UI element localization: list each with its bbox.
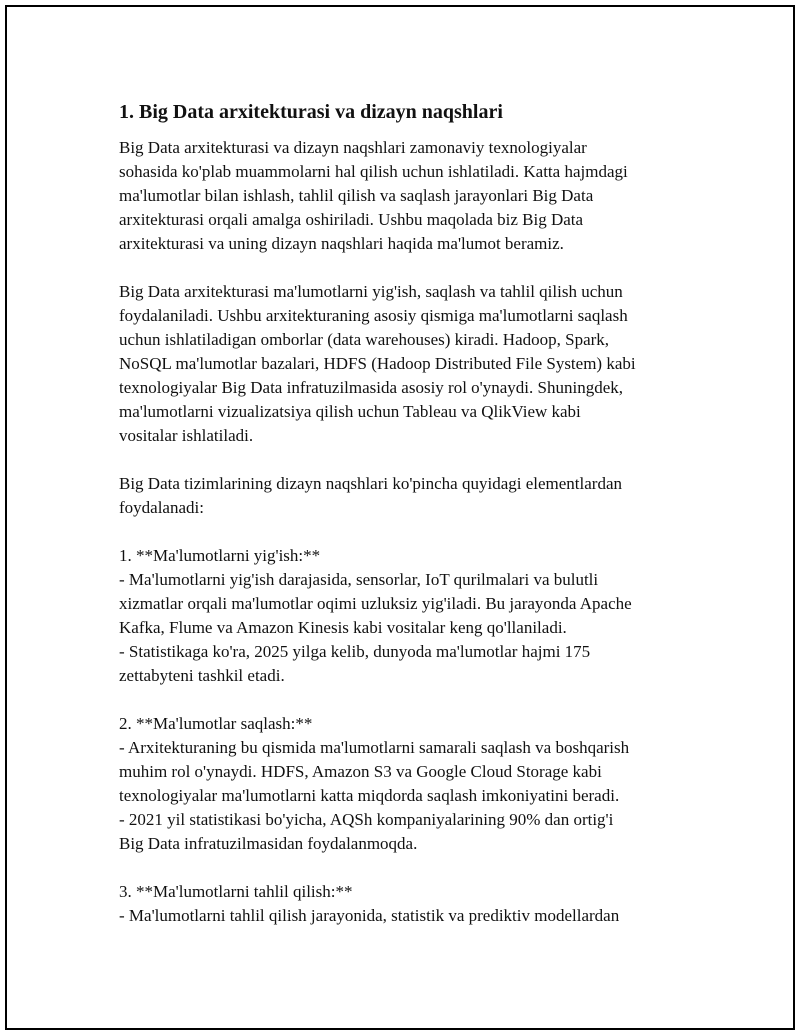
- document-body: [119, 99, 719, 952]
- list-item-data-storage: 2. **Ma'lumotlar saqlash:** - Arxitekturaning bu qismida ma'lumotlarni samarali saqlash va boshqarish muhim rol o'ynaydi. HDFS, Amazon S3 va Google Cloud Storage kabi texnologiyalar ma'lumotlarni katta miqdorda saqlash imkoniyatini beradi. - 2021 yil statistikasi bo'yicha, AQSh kompaniyalarining 90% dan ortig'i Big Data infratuzilmasidan foydalanmoqda.: [119, 714, 630, 853]
- paragraph-intro: Big Data arxitekturasi va dizayn naqshlari zamonaviy texnologiyalar sohasida ko'plab muammolarni hal qilish uchun ishlatiladi. Katta hajmdagi ma'lumotlar bilan ishlash, tahlil qilish va saqlash jarayonlari Big Data arxitekturasi orqali amalga oshiriladi. Ushbu maqolada biz Big Data arxitekturasi va uning dizayn naqshlari haqida ma'lumot beramiz.: [119, 138, 628, 253]
- list-item-data-collection: 1. **Ma'lumotlarni yig'ish:** - Ma'lumotlarni yig'ish darajasida, sensorlar, IoT qurilmalari va bulutli xizmatlar orqali ma'lumotlar oqimi uzluksiz yig'iladi. Bu jarayonda Apache Kafka, Flume va Amazon Kinesis kabi vositalar keng qo'llaniladi. - Statistikaga ko'ra, 2025 yilga kelib, dunyoda ma'lumotlar hajmi 175 zettabyteni tashkil etadi.: [119, 546, 632, 685]
- document-title: 1. Big Data arxitekturasi va dizayn naqshlari: [119, 101, 503, 123]
- document-page: [5, 5, 795, 1030]
- list-item-data-analysis: 3. **Ma'lumotlarni tahlil qilish:** - Ma'lumotlarni tahlil qilish jarayonida, statistik va prediktiv modellardan: [119, 882, 620, 925]
- paragraph-architecture: Big Data arxitekturasi ma'lumotlarni yig'ish, saqlash va tahlil qilish uchun foydalaniladi. Ushbu arxitekturaning asosiy qismiga ma'lumotlarni saqlash uchun ishlatiladigan omborlar (data warehouses) kiradi. Hadoop, Spark, NoSQL ma'lumotlar bazalari, HDFS (Hadoop Distributed File System) kabi texnologiyalar Big Data infratuzilmasida asosiy rol o'ynaydi. Shuningdek, ma'lumotlarni vizualizatsiya qilish uchun Tableau va QlikView kabi vositalar ishlatiladi.: [119, 282, 636, 445]
- paragraph-design-patterns: Big Data tizimlarining dizayn naqshlari ko'pincha quyidagi elementlardan foydalanadi:: [119, 474, 622, 517]
